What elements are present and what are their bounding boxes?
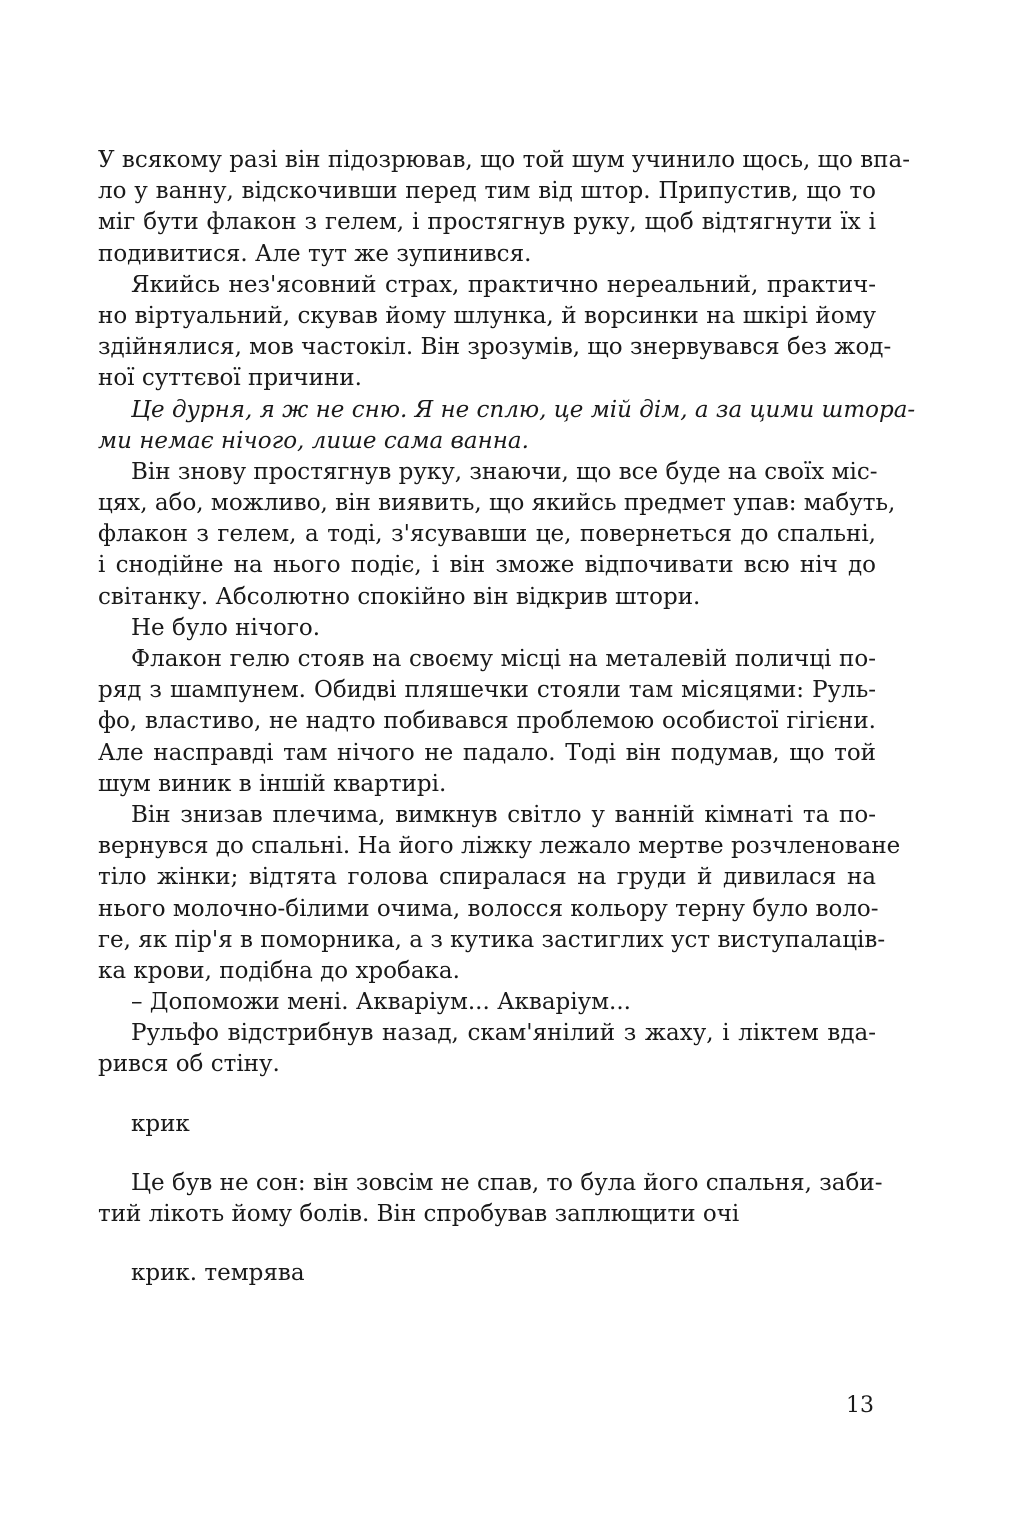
text-line: Це був не сон: він зовсім не спав, то була його спальня, заби- xyxy=(131,1169,883,1196)
section-gap xyxy=(98,1081,876,1109)
dialogue-line: – Допоможи мені. Акваріум... Акваріум... xyxy=(131,989,631,1016)
text-line: шум виник в іншій квартирі. xyxy=(98,770,447,797)
text-line: но віртуальний, скував йому шлунка, й ворсинки на шкірі йому xyxy=(98,302,876,329)
text-line: Він знову простягнув руку, знаючи, що все буде на своїх міс- xyxy=(131,458,878,485)
text-line: Якийсь нез'ясовний страх, практично нереальний, практич- xyxy=(131,271,876,298)
text-line: Рульфо відстрибнув назад, скам'янілий з жаху, і ліктем вда- xyxy=(131,1020,876,1047)
text-line: фо, властиво, не надто побивався проблемою особистої гігієни. xyxy=(98,708,876,735)
page-number: 13 xyxy=(846,1393,874,1418)
text-line: тий лікоть йому болів. Він спробував заплющити очі xyxy=(98,1201,740,1227)
section-gap xyxy=(98,1230,876,1258)
text-line: крик. темрява xyxy=(131,1260,305,1287)
text-line: Флакон гелю стояв на своєму місці на металевій поличці по- xyxy=(131,646,876,672)
text-line: У всякому разі він підозрював, що той шум учинило щось, що впа- xyxy=(98,147,910,173)
text-line: міг бути флакон з гелем, і простягнув руку, щоб відтягнути їх і xyxy=(98,209,876,236)
text-line: тіло жінки; відтята голова спиралася на груди й дивилася на xyxy=(98,864,876,891)
body-text xyxy=(98,145,916,1289)
text-line: флакон з гелем, а тоді, з'ясувавши це, повернеться до спальні, xyxy=(98,521,876,548)
text-line: світанку. Абсолютно спокійно він відкрив штори. xyxy=(98,583,701,610)
text-line: вернувся до спальні. На його ліжку лежало мертве розчленоване xyxy=(98,833,901,860)
text-line: і снодійне на нього подіє, і він зможе відпочивати всю ніч до xyxy=(98,552,876,579)
text-line: Він знизав плечима, вимкнув світло у ванній кімнаті та по- xyxy=(131,801,876,828)
text-line: крик xyxy=(131,1110,190,1137)
italic-text-line: ми немає нічого, лише сама ванна. xyxy=(98,427,529,454)
text-line: Але насправді там нічого не падало. Тоді він подумав, що той xyxy=(98,739,876,766)
text-line: ка крови, подібна до хробака. xyxy=(98,957,460,984)
text-line: ної суттєвої причини. xyxy=(98,365,362,392)
text-line: ло у ванну, відскочивши перед тим від штор. Припустив, що то xyxy=(98,178,876,205)
text-line: ряд з шампунем. Обидві пляшечки стояли там місяцями: Руль- xyxy=(98,677,876,704)
text-line: цях, або, можливо, він виявить, що якийсь предмет упав: мабуть, xyxy=(98,490,896,517)
text-line: нього молочно-білими очима, волосся кольору терну було воло- xyxy=(98,895,879,922)
text-line: ге, як пір'я в поморника, а з кутика застиглих уст виступалаців- xyxy=(98,926,886,953)
text-line: рився об стіну. xyxy=(98,1051,280,1078)
text-line: Не було нічого. xyxy=(131,614,321,641)
text-line: подивитися. Але тут же зупинився. xyxy=(98,240,532,267)
italic-text-line: Це дурня, я ж не сню. Я не сплю, це мій дім, а за цими штора- xyxy=(131,396,916,423)
section-gap xyxy=(98,1140,876,1168)
text-line: здійнялися, мов частокіл. Він зрозумів, що знервувався без жод- xyxy=(98,334,892,361)
